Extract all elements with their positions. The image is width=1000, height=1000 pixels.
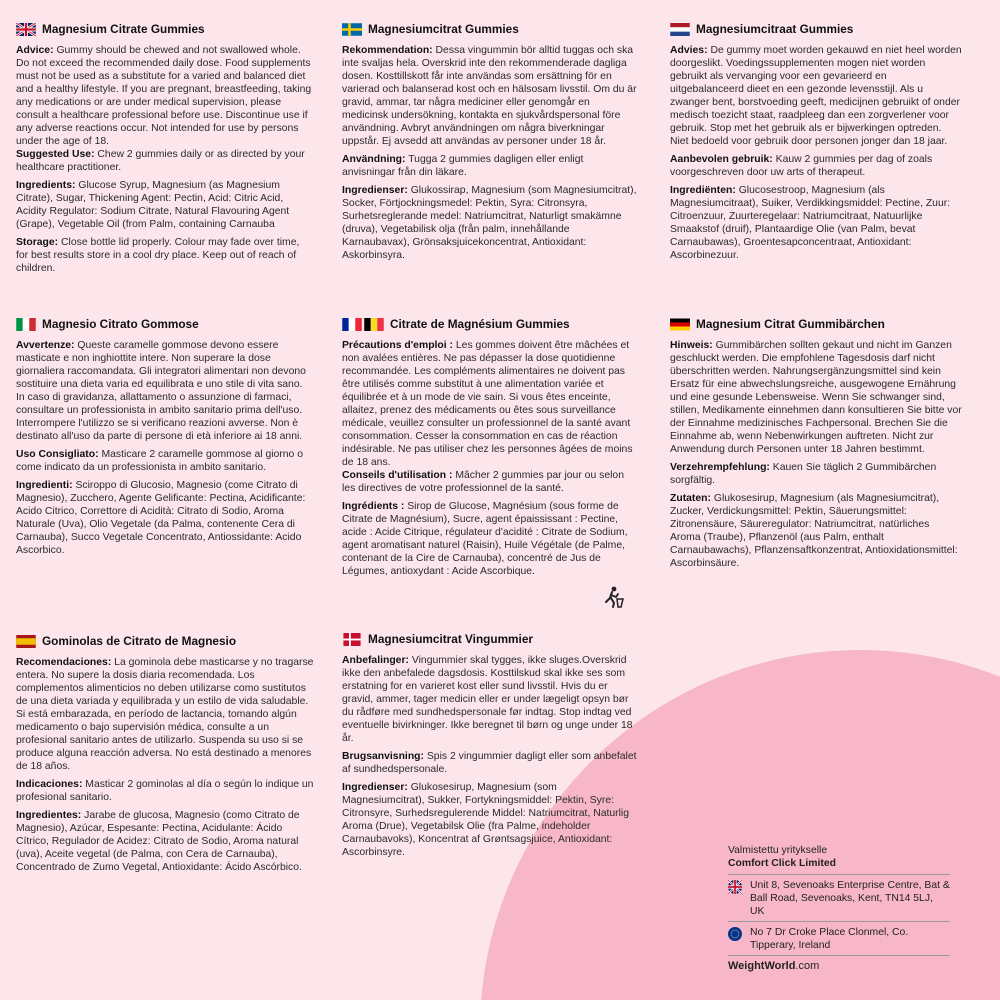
use-text: Uso Consigliato: Masticare 2 caramelle gommose al giorno o come indicato da un professionista in ambito sanitario. <box>16 449 303 473</box>
section-english <box>16 22 314 280</box>
france-flag-icon <box>342 318 362 331</box>
section-title: Magnesio Citrato Gommose <box>42 317 199 331</box>
section-german <box>670 317 962 575</box>
ingredients-text: Ingrediënten: Glucosestroop, Magnesium (als Magnesiumcitraat), Suiker, Verdikkingsmiddel: Pectine, Zuur: Citroenzuur, Zuurteregelaar: Natriumcitraat, Natuurlijke Smaakstof (druif), Plantaardige Olie (van Palm, bevat Carnaubawas), Groentesapconcentraat, Antioxidant: Ascorbinezuur. <box>670 185 951 261</box>
germany-flag-icon <box>670 318 690 331</box>
section-italian <box>16 317 314 562</box>
brand-website: WeightWorld.com <box>728 955 950 973</box>
section-heading <box>342 317 638 331</box>
uk-flag-icon <box>16 23 36 36</box>
section-title: Magnesium Citrat Gummibärchen <box>696 317 885 331</box>
uk-address: Unit 8, Sevenoaks Enterprise Centre, Bat & Ball Road, Sevenoaks, Kent, TN14 5LJ, UK <box>750 880 950 917</box>
section-swedish <box>342 22 638 267</box>
section-heading <box>670 317 962 331</box>
section-heading <box>16 22 314 36</box>
advice-text: Advice: Gummy should be chewed and not swallowed whole. Do not exceed the recommended daily dose. Food supplements must not be used as a substitute for a varied and balanced diet and a healthy lifestyle. If you are pregnant, breastfeeding, taking any medications or are under medical supervision, please consult a healthcare professional before use. Discontinue use if any adverse reactions occur. Not intended for use by persons under the age of 18. <box>16 45 312 147</box>
use-text: Brugsanvisning: Spis 2 vingummier dagligt eller som anbefalet af sundhedspersonale. <box>342 751 637 775</box>
eu-address-row <box>728 921 950 955</box>
advice-text: Avvertenze: Queste caramelle gommose devono essere masticate e non inghiottite intere. Non superare la dose giornaliera raccomandata. Gli integratori alimentari non devono sostituire una dieta varia ed equilibrata e uno stile di vita sano. In caso di gravidanza, allattamento o assunzione di farmaci, consultare un professionista in ambito sanitario prima dell'uso. Interrompere l'utilizzo se si verificano reazioni avverse. Non è destinato all'uso da parte di persone di età inferiore ai 18 anni. <box>16 340 306 442</box>
section-heading <box>670 22 962 36</box>
advice-text: Advies: De gummy moet worden gekauwd en niet heel worden doorgeslikt. Voedingssupplementen mogen niet worden gebruikt als vervanging voor een gevarieerd en uitgebalanceerd dieet en een gezonde levensstijl. Als u zwanger bent, borstvoeding geeft, medicijnen gebruikt of onder medisch toezicht staat, raadpleeg dan een zorgverlener voor gebruik. Stop met het gebruik als er bijwerkingen optreden. Niet bedoeld voor gebruik door personen jonger dan 18 jaar. <box>670 45 962 147</box>
spain-flag-icon <box>16 635 36 648</box>
company-name: Comfort Click Limited <box>728 858 836 869</box>
belgium-flag-icon <box>364 318 384 331</box>
section-title: Magnesium Citrate Gummies <box>42 22 205 36</box>
advice-text: Hinweis: Gummibärchen sollten gekaut und nicht im Ganzen geschluckt werden. Die empfohlene Tagesdosis darf nicht überschritten werden. Nahrungsergänzungsmittel sind kein Ersatz für eine abwechslungsreiche, ausgewogene Ernährung und eine gesunde Lebensweise. Wenn Sie schwanger sind, stillen, Medikamente einnehmen dann konsultieren Sie bitte vor der Einnahme medizinisches Fachpersonal. Brechen Sie die Einnahme ab, wenn Nebenwirkungen auftreten. Nicht zur Anwendung durch Personen unter 18 Jahren bestimmt. <box>670 340 962 455</box>
use-text: Suggested Use: Chew 2 gummies daily or as directed by your healthcare practitioner. <box>16 149 305 173</box>
tidyman-recycle-icon <box>602 585 626 609</box>
ingredients-text: Zutaten: Glukosesirup, Magnesium (als Magnesiumcitrat), Zucker, Verdickungsmittel: Pektin, Säuerungsmittel: Zitronensäure, Säureregulator: Natriumcitrat, natürliches Aroma (Traube), Pflanzenöl (aus Palm, enthalt Carnaubawachs), Pflanzensaftkonzentrat, Antioxidationsmittel: Ascorbinsäure. <box>670 493 958 569</box>
section-title: Magnesiumcitrat Vingummier <box>368 632 533 646</box>
section-title: Magnesiumcitrat Gummies <box>368 22 519 36</box>
section-french <box>342 317 638 583</box>
section-dutch <box>670 22 962 267</box>
netherlands-flag-icon <box>670 23 690 36</box>
section-danish <box>342 632 638 864</box>
eu-address: No 7 Dr Croke Place Clonmel, Co. Tipperary, Ireland <box>750 927 909 951</box>
section-title: Citrate de Magnésium Gummies <box>390 317 570 331</box>
sweden-flag-icon <box>342 23 362 36</box>
section-heading <box>16 634 314 648</box>
use-text: Conseils d'utilisation : Mâcher 2 gummies par jour ou selon les directives de votre professionnel de la santé. <box>342 470 624 494</box>
made-by-label: Valmistettu yritykselle <box>728 845 828 856</box>
ingredients-text: Ingredientes: Jarabe de glucosa, Magnesio (como Citrato de Magnesio), Azúcar, Espesante: Pectina, Acidulante: Ácido Cítrico, Regulador de Acidez: Citrato de Sodio, Aroma natural (uva), Aceite vegetal (de Palma, con Cera de Carnauba), Concentrado de Zumo Vegetal, Antioxidante: Ácido Ascórbico. <box>16 810 302 873</box>
section-title: Gominolas de Citrato de Magnesio <box>42 634 237 648</box>
ingredients-text: Ingredienti: Sciroppo di Glucosio, Magnesio (come Citrato di Magnesio), Zucchero, Agente Gelificante: Pectina, Acidificante: Acido Citrico, Correttore di Acidità: Citrato di Sodio, Aroma Naturale (Uva), Olio Vegetale (da Palma, contenente Cera di Carnauba), Succo Vegetale Concentrato, Antiossidante: Acido Ascorbico. <box>16 480 306 556</box>
eu-flag-icon <box>728 927 742 941</box>
ingredients-text: Ingredienser: Glukossirap, Magnesium (som Magnesiumcitrat), Socker, Förtjockningsmedel: Pektin, Syra: Citronsyra, Surhetsreglerande medel: Natriumcitrat, Naturligt smakämne (druva), Vegetabilisk olja (från palm, innehållande Karnaubavax), Grönsaksjuicekoncentrat, Antioxidant: Askorbinsyra. <box>342 185 637 261</box>
italy-flag-icon <box>16 318 36 331</box>
denmark-flag-icon <box>342 633 362 646</box>
advice-text: Anbefalinger: Vingummier skal tygges, ikke sluges.Overskrid ikke den anbefalede dagsdosis. Kosttilskud skal ikke ses som erstatning for en varieret kost eller sund livsstil. Hvis du er gravid, ammer, tager medicin eller er under lægeligt opsyn bør du rådføre med sundhedspersonale før indtag. Stop indtag ved eventuelle bivirkninger. Ikke beregnet til børn og unge under 18 år. <box>342 655 633 744</box>
uk-flag-icon <box>728 880 742 894</box>
ingredients-text: Ingrédients : Sirop de Glucose, Magnésium (sous forme de Citrate de Magnésium), Sucre, agent épaississant : Pectine, acide : Acide Citrique, régulateur d'acidité : Citrate de Sodium, agent aromatisant naturel (Raisin), Huile Végétale (de Palme, contenant de la Cire de Carnauba), concentré de Jus de Légumes, antioxydant : Acide Ascorbique. <box>342 501 628 577</box>
uk-address-row <box>728 874 950 921</box>
company-info <box>728 844 950 973</box>
use-text: Indicaciones: Masticar 2 gominolas al día o según lo indique un profesional sanitario. <box>16 779 314 803</box>
section-title: Magnesiumcitraat Gummies <box>696 22 854 36</box>
section-spanish <box>16 634 314 879</box>
ingredients-text: Ingredients: Glucose Syrup, Magnesium (as Magnesium Citrate), Sugar, Thickening Agent: Pectin, Acid: Citric Acid, Acidity Regulator: Sodium Citrate, Natural Flavouring Agent (Grape), Vegetable Oil (from Palm, containing Carnauba <box>16 180 290 230</box>
section-heading <box>342 632 638 646</box>
storage-text: Storage: Close bottle lid properly. Colour may fade over time, for best results store in a cool dry place. Keep out of reach of children. <box>16 237 300 274</box>
advice-text: Précautions d'emploi : Les gommes doivent être mâchées et non avalées entières. Ne pas dépasser la dose quotidienne recommandée. Les compléments alimentaires ne doivent pas être utilisés comme substitut à une alimentation variée et équilibrée et à un mode de vie sain. Si vous êtes enceinte, allaitez, prenez des médicaments ou êtes sous surveillance médicale, veuillez consulter un professionnel de la santé avant consommation. Cesser la consommation en cas de réaction indésirable. Ne pas utiliser chez les personnes âgées de moins de 18 ans. <box>342 340 633 468</box>
use-text: Verzehrempfehlung: Kauen Sie täglich 2 Gummibärchen sorgfältig. <box>670 462 937 486</box>
section-heading <box>16 317 314 331</box>
ingredients-text: Ingredienser: Glukosesirup, Magnesium (som Magnesiumcitrat), Sukker, Fortykningsmiddel: Pektin, Syre: Citronsyre, Surhedsregulerende Middel: Natriumcitrat, Naturlig Aroma (Drue), Vegetabilsk Olie (fra Palme, indeholder Carnaubavoks), Koncentrat af Grøntsagsjuice, Antioxidant: Ascorbinsyre. <box>342 782 630 858</box>
use-text: Användning: Tugga 2 gummies dagligen eller enligt anvisningar från din läkare. <box>342 154 584 178</box>
use-text: Aanbevolen gebruik: Kauw 2 gummies per dag of zoals voorgeschreven door uw arts of therapeut. <box>670 154 933 178</box>
section-heading <box>342 22 638 36</box>
advice-text: Recomendaciones: La gominola debe masticarse y no tragarse entera. No supere la dosis diaria recomendada. Los complementos alimenticios no deben utilizarse como sustitutos de una dieta variada y equilibrada y un estilo de vida saludable. Si está embarazada, en período de lactancia, tomando algún medicamento o bajo supervisión médica, consulte a un profesional sanitario antes de utilizarlo. Suspenda su uso si se produce alguna reacción adversa. No está destinado a menores de 18 años. <box>16 657 314 772</box>
advice-text: Rekommendation: Dessa vingummin bör alltid tuggas och ska inte svaljas hela. Overskrid inte den rekommenderade dagliga dosen. Kosttillskott får inte användas som ersättning för en varierad och balanserad kost och en hälsosam livsstil. Om du är gravid, ammar, tar några mediciner eller genomgår en medicinsk undersökning, kontakta en sjukvårdspersonal före användning. Avbryt användningen om några biverkningar uppstår. Ej avsedd att användas av personer under 18 år. <box>342 45 637 147</box>
